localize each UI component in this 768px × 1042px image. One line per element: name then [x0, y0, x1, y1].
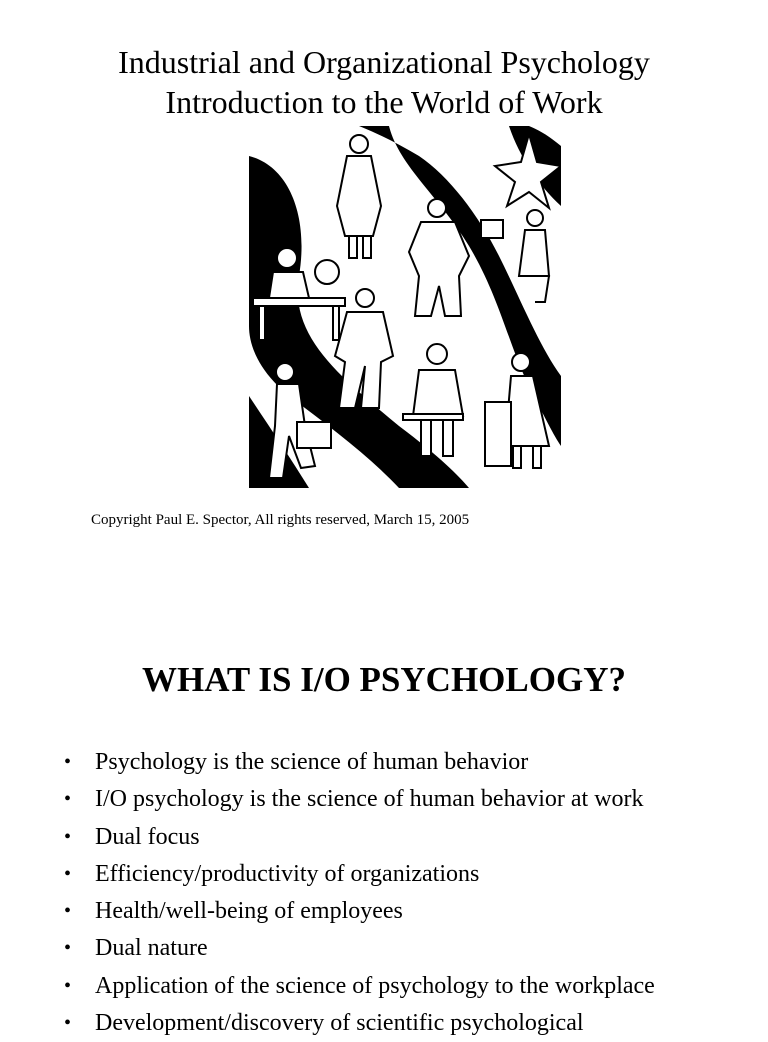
bullet-item: [0, 781, 655, 818]
bullet-icon: •: [64, 825, 72, 848]
bullet-icon: •: [64, 788, 72, 811]
slide-heading: WHAT IS I/O PSYCHOLOGY?: [142, 660, 626, 699]
bullet-icon: •: [64, 937, 72, 960]
bullet-icon: •: [64, 751, 72, 773]
slide-subtitle-line-2: Introduction to the World of Work: [165, 84, 603, 120]
slide-title-line-1: Industrial and Organizational Psychology: [118, 44, 650, 80]
bullet-icon: •: [64, 862, 72, 885]
workers-clipart-icon: [249, 126, 561, 488]
bullet-icon: •: [64, 1012, 72, 1035]
bullet-icon: •: [64, 900, 72, 923]
bullet-text: Health/well-being of employees: [95, 898, 403, 925]
bullet-item: [0, 856, 655, 893]
bullet-text: Application of the science of psychology to the workplace: [95, 972, 655, 999]
bullet-text: I/O psychology is the science of human behavior at work: [95, 786, 644, 813]
bullet-item: [0, 744, 655, 781]
bullet-text: Efficiency/productivity of organizations: [95, 860, 480, 887]
bullet-item: [0, 930, 655, 967]
bullet-list: [0, 744, 655, 1042]
bullet-item: [0, 893, 655, 930]
copyright-notice: Copyright Paul E. Spector, All rights reserved, March 15, 2005: [91, 512, 470, 528]
bullet-icon: •: [64, 974, 72, 997]
bullet-text: Dual focus: [95, 823, 200, 850]
bullet-text: Psychology is the science of human behavior: [95, 749, 529, 775]
bullet-item: [0, 819, 655, 856]
bullet-text: Dual nature: [95, 935, 208, 962]
bullet-item: [0, 968, 655, 1005]
content-slide: [0, 560, 768, 1037]
bullet-text: Development/discovery of scientific psychological: [95, 1010, 584, 1037]
